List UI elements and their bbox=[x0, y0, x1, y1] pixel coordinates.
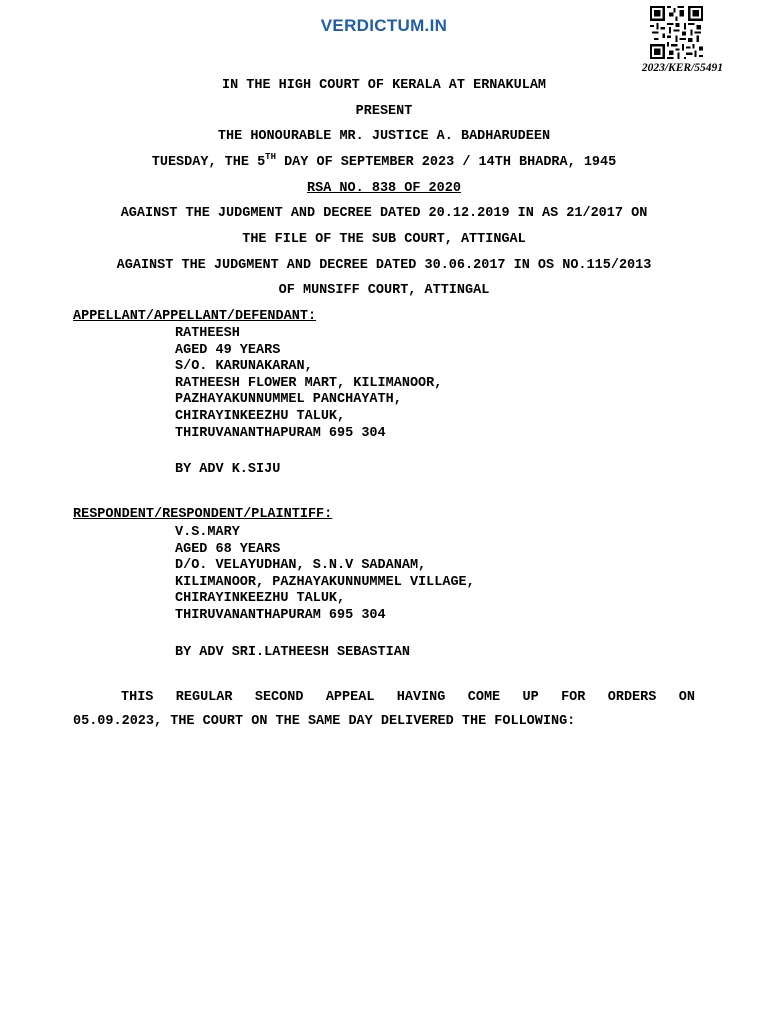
appellant-details bbox=[175, 326, 442, 442]
appellant-line: AGED 49 YEARS bbox=[175, 342, 281, 358]
closing-word: FOR bbox=[561, 690, 586, 705]
appellant-line: CHIRAYINKEEZHU TALUK, bbox=[175, 408, 346, 424]
closing-word: HAVING bbox=[396, 690, 446, 705]
closing-word: APPEAL bbox=[325, 690, 375, 705]
neutral-citation: 2023/KER/55491 bbox=[641, 62, 723, 74]
against-judgment-2-line-2: OF MUNSIFF COURT, ATTINGAL bbox=[278, 283, 490, 298]
appellant-line: THIRUVANANTHAPURAM 695 304 bbox=[175, 425, 386, 441]
date-suffix: DAY OF SEPTEMBER 2023 / 14TH BHADRA, 1945 bbox=[275, 155, 617, 170]
hearing-date bbox=[0, 152, 768, 170]
respondent-line: THIRUVANANTHAPURAM 695 304 bbox=[175, 607, 386, 623]
closing-word: UP bbox=[522, 690, 539, 705]
closing-word: ON bbox=[678, 690, 695, 705]
closing-word: ORDERS bbox=[607, 690, 657, 705]
against-judgment-1-line-1: AGAINST THE JUDGMENT AND DECREE DATED 20.12.2019 IN AS 21/2017 ON bbox=[120, 206, 648, 221]
case-number: RSA NO. 838 OF 2020 bbox=[307, 181, 461, 196]
respondent-line: CHIRAYINKEEZHU TALUK, bbox=[175, 591, 346, 607]
closing-word: THIS bbox=[121, 690, 154, 705]
closing-word: COME bbox=[467, 690, 501, 705]
site-title[interactable]: VERDICTUM.IN bbox=[320, 16, 448, 35]
closing-paragraph bbox=[73, 690, 695, 729]
appellant-counsel: BY ADV K.SIJU bbox=[175, 462, 281, 477]
respondent-line: AGED 68 YEARS bbox=[175, 541, 281, 557]
respondent-counsel: BY ADV SRI.LATHEESH SEBASTIAN bbox=[175, 645, 410, 660]
court-name: IN THE HIGH COURT OF KERALA AT ERNAKULAM bbox=[221, 78, 547, 93]
appellant-line: S/O. KARUNAKARAN, bbox=[175, 359, 313, 375]
respondent-heading: RESPONDENT/RESPONDENT/PLAINTIFF: bbox=[73, 507, 333, 522]
appellant-line: RATHEESH FLOWER MART, KILIMANOOR, bbox=[175, 375, 443, 391]
appellant-line: PAZHAYAKUNNUMMEL PANCHAYATH, bbox=[175, 392, 402, 408]
closing-line-1 bbox=[73, 690, 695, 705]
date-superscript: TH bbox=[265, 152, 276, 162]
appellant-heading: APPELLANT/APPELLANT/DEFENDANT: bbox=[73, 309, 317, 324]
respondent-line: D/O. VELAYUDHAN, S.N.V SADANAM, bbox=[175, 558, 427, 574]
judge-name: THE HONOURABLE MR. JUSTICE A. BADHARUDEEN bbox=[217, 129, 551, 144]
respondent-line: V.S.MARY bbox=[175, 525, 240, 540]
closing-word: REGULAR bbox=[175, 690, 233, 705]
date-prefix: TUESDAY, THE 5 bbox=[151, 155, 266, 170]
respondent-line: KILIMANOOR, PAZHAYAKUNNUMMEL VILLAGE, bbox=[175, 574, 475, 590]
against-judgment-2-line-1: AGAINST THE JUDGMENT AND DECREE DATED 30.06.2017 IN OS NO.115/2013 bbox=[116, 258, 652, 273]
qr-code-icon bbox=[650, 6, 703, 59]
closing-word: SECOND bbox=[254, 690, 304, 705]
against-judgment-1-line-2: THE FILE OF THE SUB COURT, ATTINGAL bbox=[242, 232, 526, 247]
closing-line-2: 05.09.2023, THE COURT ON THE SAME DAY DELIVERED THE FOLLOWING: bbox=[73, 714, 576, 729]
present-label: PRESENT bbox=[355, 104, 413, 119]
respondent-details bbox=[175, 525, 475, 625]
appellant-line: RATHEESH bbox=[175, 326, 240, 341]
